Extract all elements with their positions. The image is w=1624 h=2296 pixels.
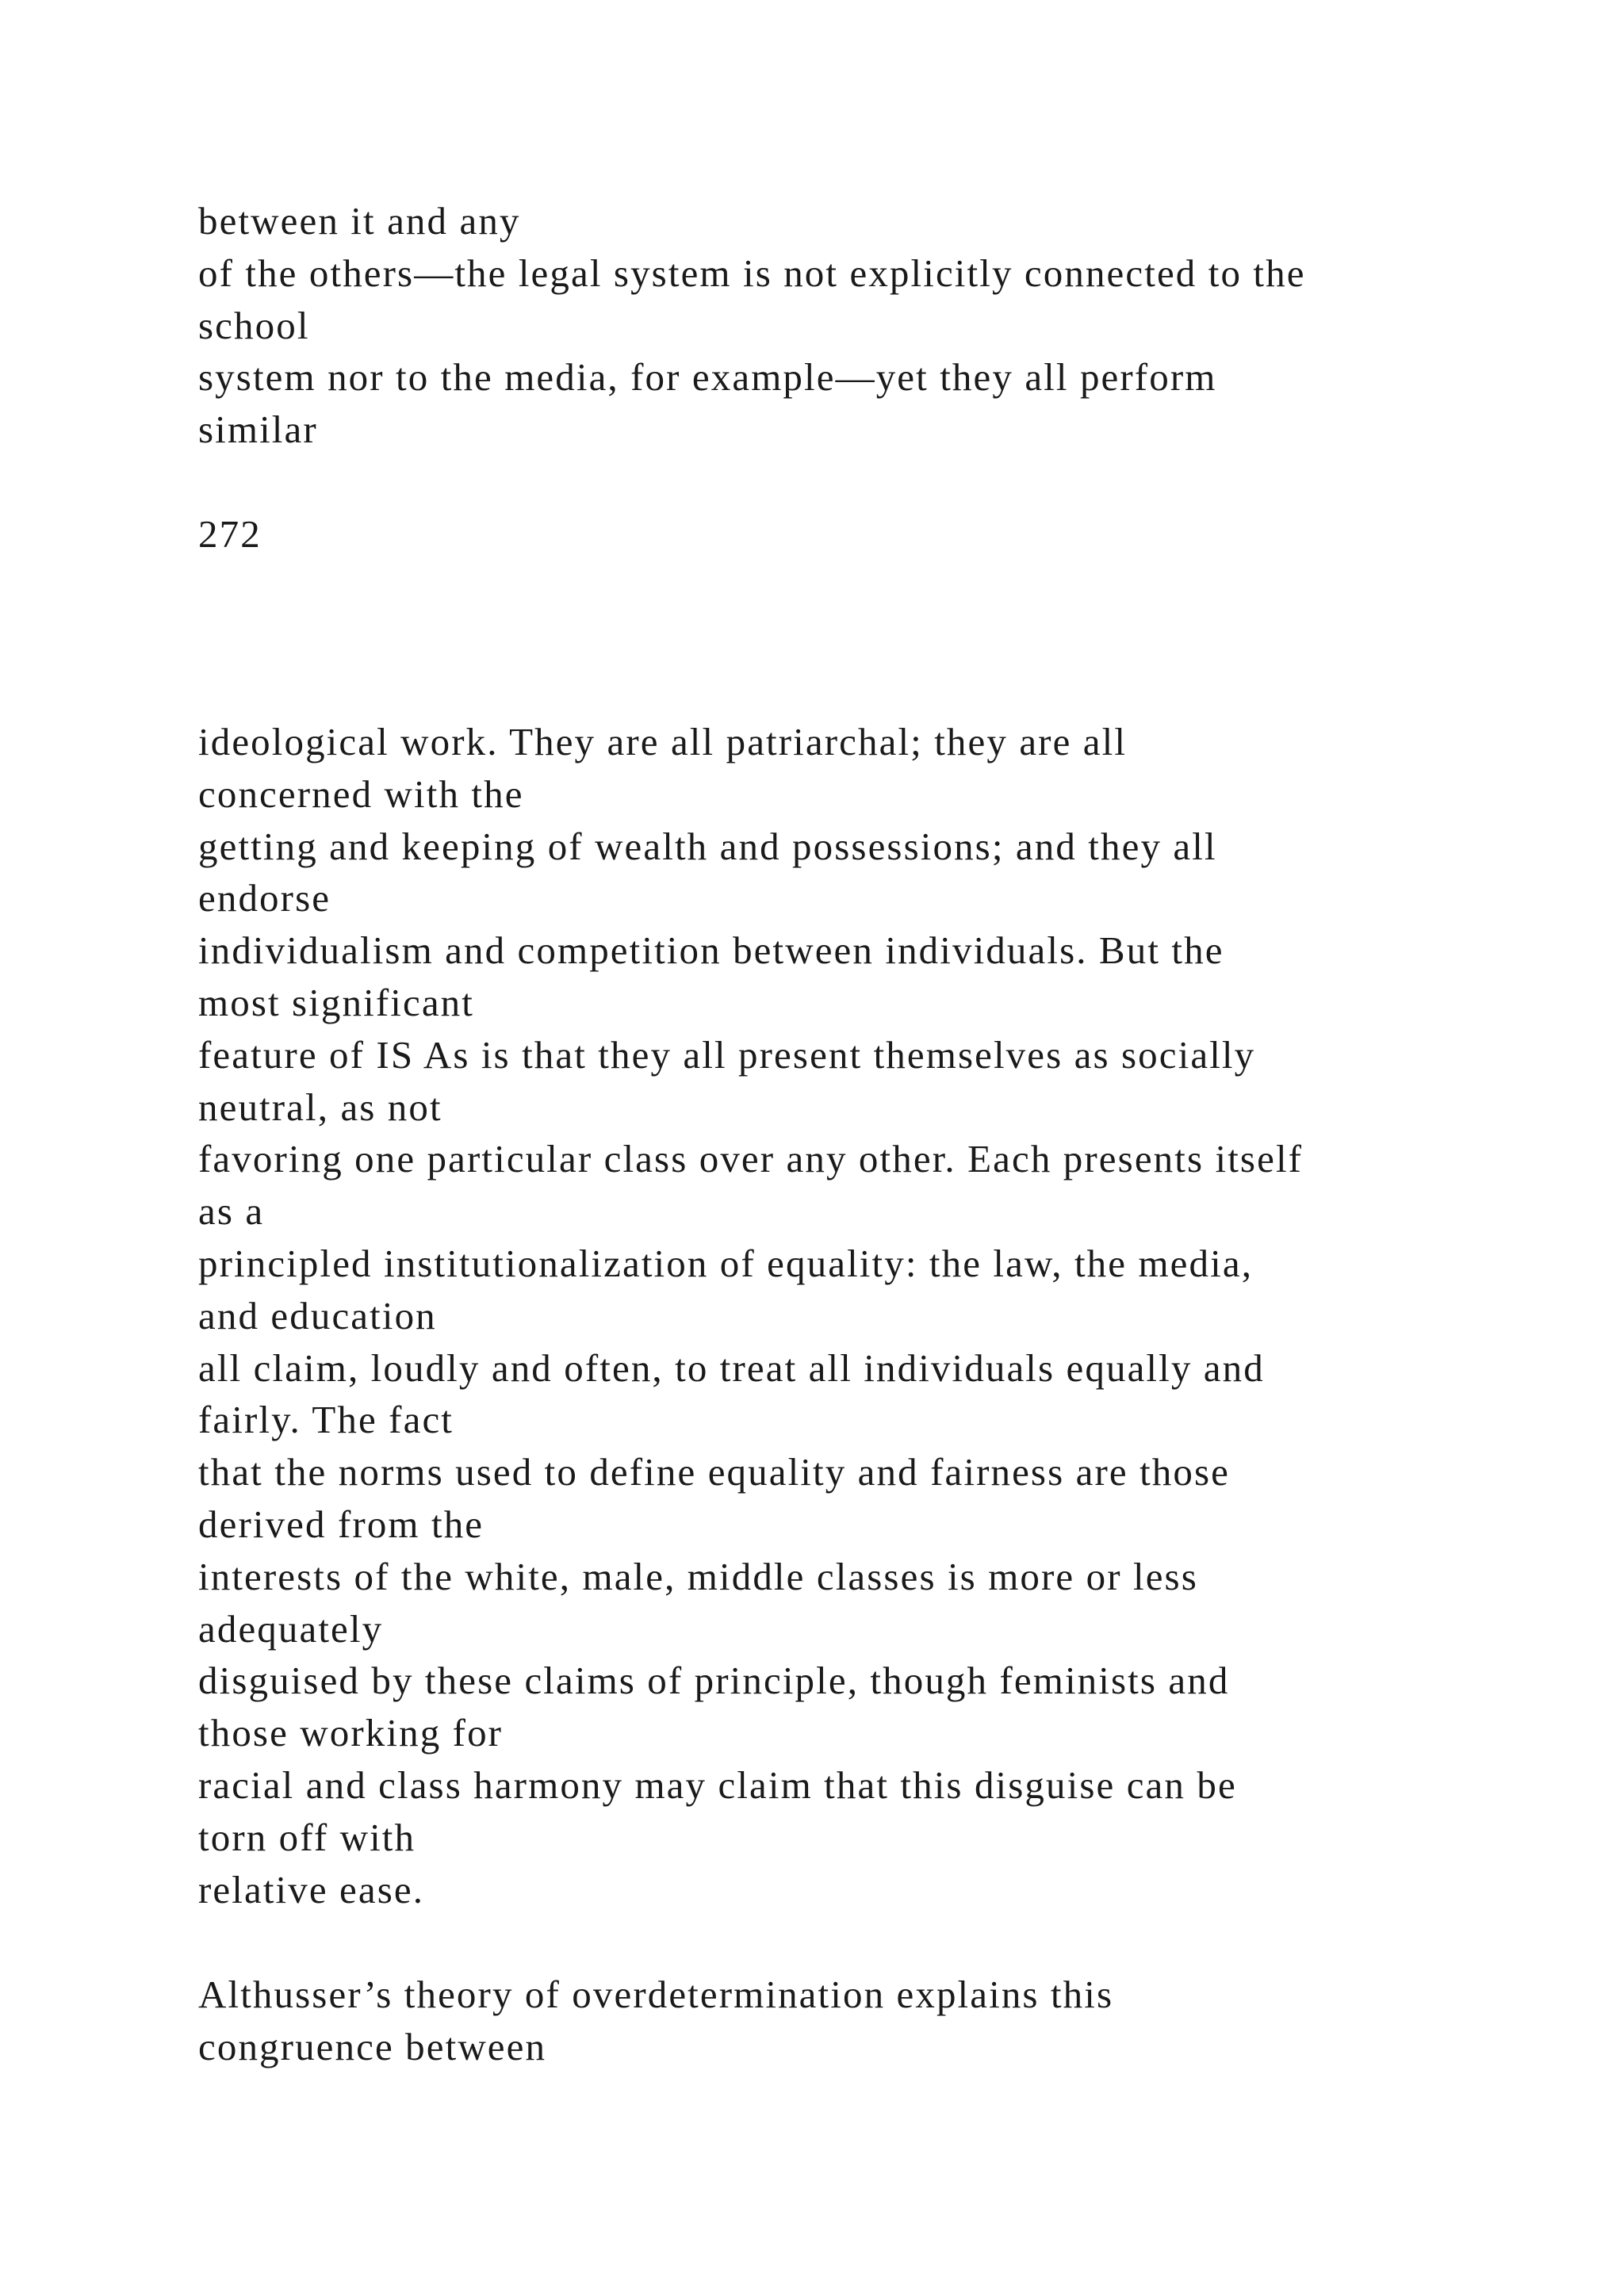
paragraph-next	[198, 1969, 1507, 2073]
page-number	[198, 508, 1507, 561]
text-line: fairly. The fact	[198, 1398, 454, 1442]
text-line: favoring one particular class over any other. Each presents itself	[198, 1137, 1304, 1181]
text-line: ideological work. They are all patriarchal; they are all	[198, 720, 1128, 763]
text-line: those working for	[198, 1711, 504, 1755]
text-line: derived from the	[198, 1502, 485, 1546]
text-line: similar	[198, 408, 318, 452]
text-line: school	[198, 303, 310, 347]
text-line: racial and class harmony may claim that this disguise can be	[198, 1762, 1237, 1807]
text-line: individualism and competition between individuals. But the	[198, 928, 1224, 973]
text-line: concerned with the	[198, 771, 524, 816]
text-line: feature of IS As is that they all present themselves as socially	[198, 1032, 1256, 1077]
text-line: most significant	[198, 980, 474, 1024]
text-line: neutral, as not	[198, 1085, 442, 1129]
paragraph-continuation	[198, 195, 1507, 456]
text-line: of the others—the legal system is not explicitly connected to the	[198, 251, 1306, 295]
text-line: torn off with	[198, 1815, 416, 1859]
text-line: that the norms used to define equality and fairness are those	[198, 1450, 1231, 1494]
text-line: as a	[198, 1189, 265, 1234]
text-line: and education	[198, 1293, 437, 1337]
text-line: principled institutionalization of equality: the law, the media,	[198, 1241, 1254, 1285]
text-line: between it and any	[198, 199, 521, 243]
text-line: getting and keeping of wealth and possessions; and they all	[198, 824, 1217, 868]
text-line: all claim, loudly and often, to treat all individuals equally and	[198, 1345, 1265, 1390]
page-number-text: 272	[198, 512, 262, 556]
text-line: relative ease.	[198, 1867, 425, 1911]
paragraph-body	[198, 716, 1507, 1915]
text-line: congruence between	[198, 2024, 547, 2068]
text-line: Althusser’s theory of overdetermination explains this	[198, 1973, 1114, 2016]
text-line: system nor to the media, for example—yet they all perform	[198, 355, 1217, 400]
text-line: endorse	[198, 876, 331, 920]
text-line: disguised by these claims of principle, though feminists and	[198, 1659, 1230, 1703]
text-line: interests of the white, male, middle classes is more or less	[198, 1554, 1198, 1598]
text-line: adequately	[198, 1606, 384, 1651]
